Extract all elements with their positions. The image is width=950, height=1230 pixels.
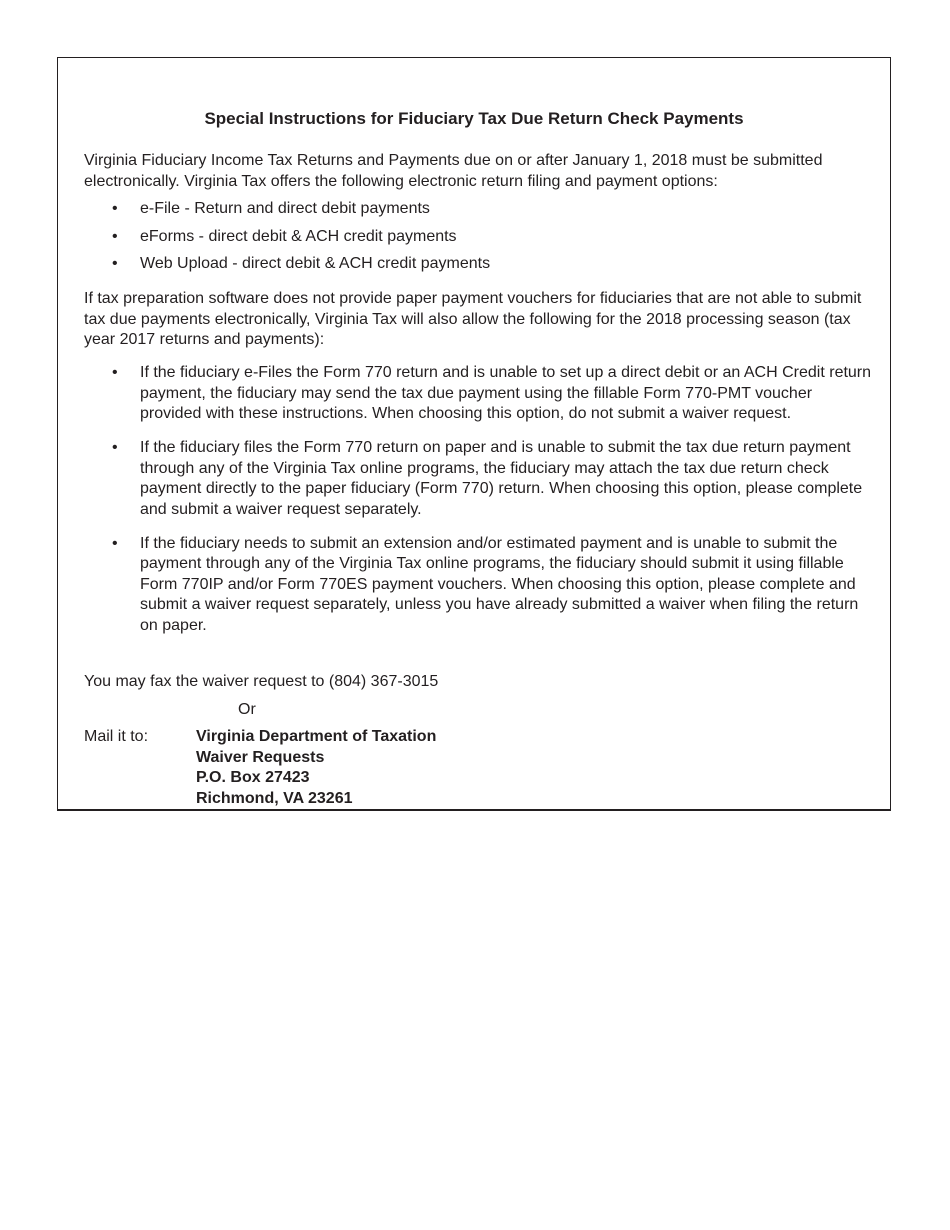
list-item bbox=[84, 438, 874, 520]
instructions-box bbox=[57, 57, 891, 811]
bullet-icon: • bbox=[112, 255, 118, 272]
rule-paper-return: If the fiduciary files the Form 770 return on paper and is unable to submit the tax due return payment through any of the Virginia Tax online programs, the fiduciary may attach the tax due return check payment directly to the paper fiduciary (Form 770) return. When choosing this option, please complete and submit a waiver request separately. bbox=[140, 439, 863, 518]
bullet-icon: • bbox=[112, 439, 118, 456]
bullet-icon: • bbox=[112, 364, 118, 381]
address-line-1: Virginia Department of Taxation bbox=[196, 728, 437, 745]
mailing-address bbox=[196, 727, 436, 809]
address-line-2: Waiver Requests bbox=[196, 748, 325, 766]
intro-paragraph: Virginia Fiduciary Income Tax Returns and Payments due on or after January 1, 2018 must be submitted electronically. Virginia Tax offers the following electronic return filing and payment options: bbox=[84, 152, 823, 190]
electronic-options-list bbox=[84, 199, 874, 282]
document-title: Special Instructions for Fiduciary Tax Due Return Check Payments bbox=[204, 109, 744, 128]
address-line-4: Richmond, VA 23261 bbox=[196, 789, 353, 807]
fax-instruction: You may fax the waiver request to (804) 367-3015 bbox=[84, 673, 439, 690]
rule-extension-estimated: If the fiduciary needs to submit an extension and/or estimated payment and is unable to submit the payment through any of the Virginia Tax online programs, the fiduciary should submit it using fillable Form 770IP and/or Form 770ES payment vouchers. When choosing this option, please complete and submit a waiver request separately, unless you have already submitted a waiver when filing the return on paper. bbox=[140, 534, 859, 634]
payment-rules-list bbox=[84, 363, 874, 650]
or-separator: Or bbox=[238, 701, 256, 718]
list-item bbox=[84, 199, 874, 220]
bullet-icon: • bbox=[112, 227, 118, 245]
list-item bbox=[84, 227, 874, 248]
option-efile: e-File - Return and direct debit payments bbox=[140, 200, 430, 217]
paper-voucher-paragraph: If tax preparation software does not provide paper payment vouchers for fiduciaries that are not able to submit tax due payments electronically, Virginia Tax will also allow the following for the 2018 processing season (tax year 2017 returns and payments): bbox=[84, 290, 862, 348]
address-line-3: P.O. Box 27423 bbox=[196, 769, 310, 786]
rule-efile-return: If the fiduciary e-Files the Form 770 return and is unable to set up a direct debit or an ACH Credit return payment, the fiduciary may send the tax due payment using the fillable Form 770-PMT voucher provided with these instructions. When choosing this option, do not submit a waiver request. bbox=[140, 364, 872, 422]
mail-label: Mail it to: bbox=[84, 728, 149, 745]
list-item bbox=[84, 534, 874, 637]
bullet-icon: • bbox=[112, 534, 118, 552]
bullet-icon: • bbox=[112, 200, 118, 217]
list-item bbox=[84, 254, 874, 275]
option-web-upload: Web Upload - direct debit & ACH credit payments bbox=[140, 255, 491, 272]
option-eforms: eForms - direct debit & ACH credit payments bbox=[140, 227, 457, 245]
list-item bbox=[84, 363, 874, 425]
